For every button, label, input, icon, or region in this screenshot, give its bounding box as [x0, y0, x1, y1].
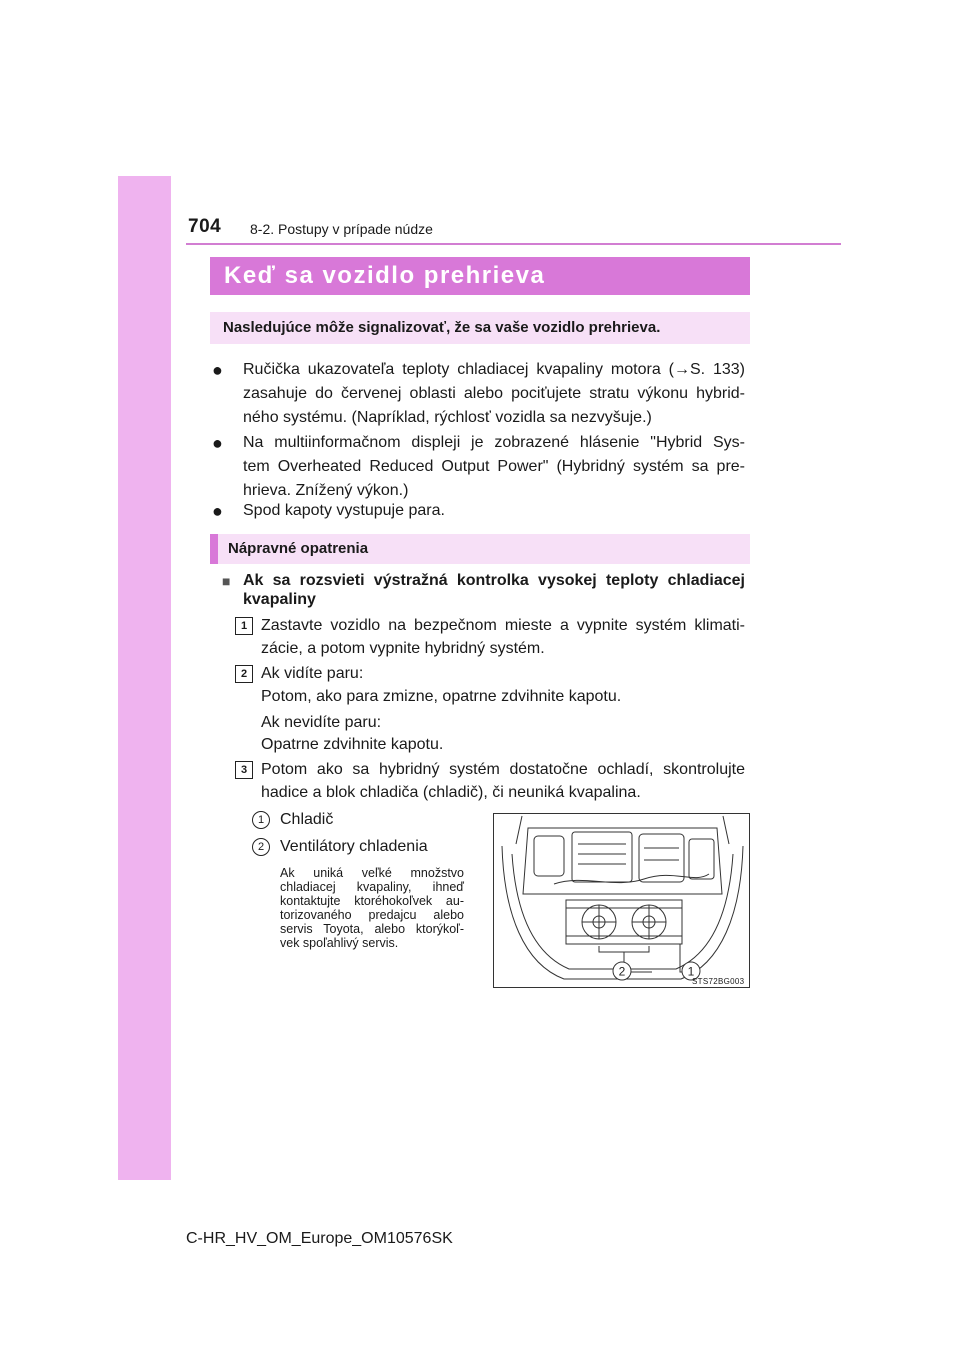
step-2-line-4: Opatrne zdvihnite kapotu.: [261, 736, 444, 753]
bullet-icon: ●: [212, 433, 223, 453]
step-1-line-1: Zastavte vozidlo na bezpečnom mieste a vypnite systém klimati-: [261, 617, 745, 634]
bullet-icon: ●: [212, 501, 223, 521]
step-3-line-1: Potom ako sa hybridný systém dostatočne ochladí, skontrolujte: [261, 761, 745, 778]
section-title: 8-2. Postupy v prípade núdze: [250, 221, 433, 237]
square-bullet-icon: ■: [222, 573, 231, 589]
step-3-line-2: hadice a blok chladiča (chladič), či neuniká kvapalina.: [261, 784, 641, 801]
bullet-2-line-3: hrieva. Znížený výkon.): [243, 482, 409, 499]
bullet-2-line-1: Na multiinformačnom displeji je zobrazené hlásenie "Hybrid Sys-: [243, 434, 745, 451]
bullet-3-line-1: Spod kapoty vystupuje para.: [243, 502, 445, 519]
note-line-6: vek spoľahlivý servis.: [280, 936, 399, 950]
footer-document-id: C-HR_HV_OM_Europe_OM10576SK: [186, 1230, 453, 1247]
bullet-1-line-2: zasahuje do červenej oblasti alebo pociťujete stratu výkonu hybrid-: [243, 385, 745, 402]
step-number-badge: 1: [235, 617, 253, 635]
legend-label-cooling-fans: Ventilátory chladenia: [280, 838, 428, 855]
note-line-1: Ak uniká veľké množstvo: [280, 866, 464, 880]
legend-number: 2: [252, 838, 270, 856]
figure-code: STS72BG003: [692, 977, 745, 986]
legend-number: 1: [252, 811, 270, 829]
note-line-3: kontaktujte ktoréhokoľvek au-: [280, 894, 464, 908]
step-number-badge: 2: [235, 665, 253, 683]
note-line-4: torizovaného predajcu alebo: [280, 908, 464, 922]
header-divider: [186, 243, 841, 245]
note-line-5: servis Toyota, alebo ktorýkoľ-: [280, 922, 464, 936]
step-1-line-2: zácie, a potom vypnite hybridný systém.: [261, 640, 545, 657]
intro-box: Nasledujúce môže signalizovať, že sa vaše vozidlo prehrieva.: [210, 312, 750, 344]
condition-line-1: Ak sa rozsvieti výstražná kontrolka vysokej teploty chladiacej: [243, 572, 745, 589]
figure-callout-2: 2: [618, 964, 626, 979]
bullet-1-line-3: ného systému. (Napríklad, rýchlosť vozidla sa nezvyšuje.): [243, 409, 652, 426]
subsection-heading: Nápravné opatrenia: [210, 534, 750, 564]
condition-line-2: kvapaliny: [243, 591, 316, 608]
note-line-2: chladiacej kvapaliny, ihneď: [280, 880, 464, 894]
bullet-icon: ●: [212, 360, 223, 380]
legend-label-radiator: Chladič: [280, 811, 334, 828]
bullet-2-line-2: tem Overheated Reduced Output Power" (Hybridný systém sa pre-: [243, 458, 745, 475]
engine-bay-illustration: [493, 813, 750, 988]
step-2-line-1: Ak vidíte paru:: [261, 665, 364, 682]
step-2-line-3: Ak nevidíte paru:: [261, 714, 382, 731]
bullet-1-line-1: Ručička ukazovateľa teploty chladiacej kvapaliny motora (→S. 133): [243, 361, 745, 378]
figure-callout-1: 1: [687, 964, 695, 979]
engine-bay-drawing: [494, 814, 750, 988]
chapter-sidebar-tab: [118, 176, 171, 1180]
step-2-line-2: Potom, ako para zmizne, opatrne zdvihnite kapotu.: [261, 688, 622, 705]
step-number-badge: 3: [235, 761, 253, 779]
page-number: 704: [188, 216, 222, 237]
page-title: Keď sa vozidlo prehrieva: [210, 257, 750, 295]
